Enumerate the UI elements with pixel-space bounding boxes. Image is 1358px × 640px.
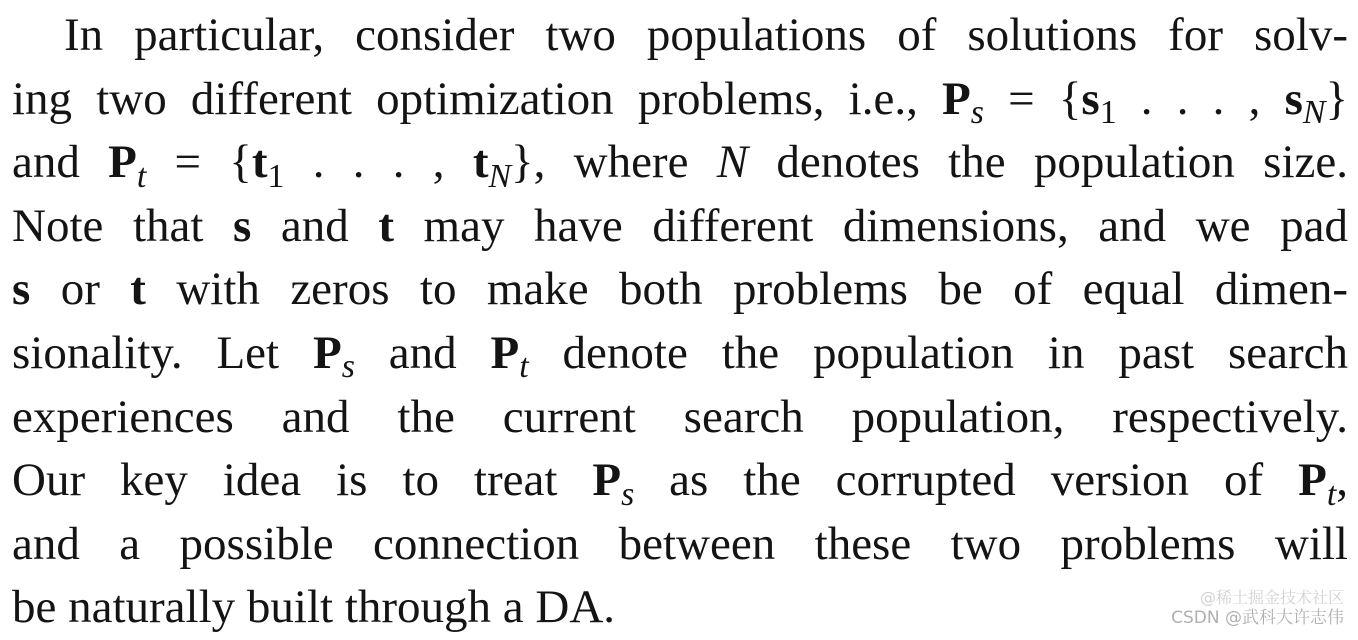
math-t: t (378, 199, 394, 252)
watermark-author: CSDN @武科大许志伟 (1171, 608, 1344, 628)
math-t: t (251, 136, 268, 189)
math-P: P (1298, 454, 1327, 507)
text-line-7: experiences and the current search population, respectively. (12, 390, 1348, 443)
text-line-3: and $P_t = \{t_1$ . . . , $t_N$}, where N denotes the population size. (12, 136, 1348, 195)
math-P: P (942, 72, 971, 125)
math-s: s (12, 263, 31, 316)
paper-paragraph (12, 4, 1348, 640)
math-P: P (108, 136, 137, 189)
math-s: s (1284, 72, 1303, 125)
text-line-5: s or t with zeros to make both problems be of equal dimen- (12, 263, 1348, 316)
text-line-4: Note that s and t may have different dimensions, and we pad (12, 199, 1348, 252)
text-line-2: ing two different optimization problems, i.e., $P_s = \{s_1$ . . . , $s_N$} (12, 72, 1348, 132)
watermark-site: @稀土掘金技术社区 (1199, 588, 1344, 607)
text-line-9: and a possible connection between these two problems will (12, 517, 1348, 570)
math-s: s (233, 199, 252, 252)
text-line-1: In particular, consider two populations of solutions for solv- (64, 9, 1348, 61)
math-P: P (490, 326, 520, 379)
math-P: P (312, 326, 342, 379)
math-s: s (1081, 72, 1100, 125)
math-t: t (472, 136, 489, 189)
text-line-10: be naturally built through a DA. (12, 581, 616, 634)
text-line-8: Our key idea is to treat $P_s$ as the corrupted version of $P_t$, (12, 454, 1348, 513)
math-N: N (716, 136, 749, 189)
text-line-6: sionality. Let $P_s$ and $P_t$ denote the population in past search (12, 326, 1348, 386)
math-t: t (130, 263, 146, 316)
watermark (1171, 588, 1344, 628)
math-P: P (592, 454, 622, 507)
